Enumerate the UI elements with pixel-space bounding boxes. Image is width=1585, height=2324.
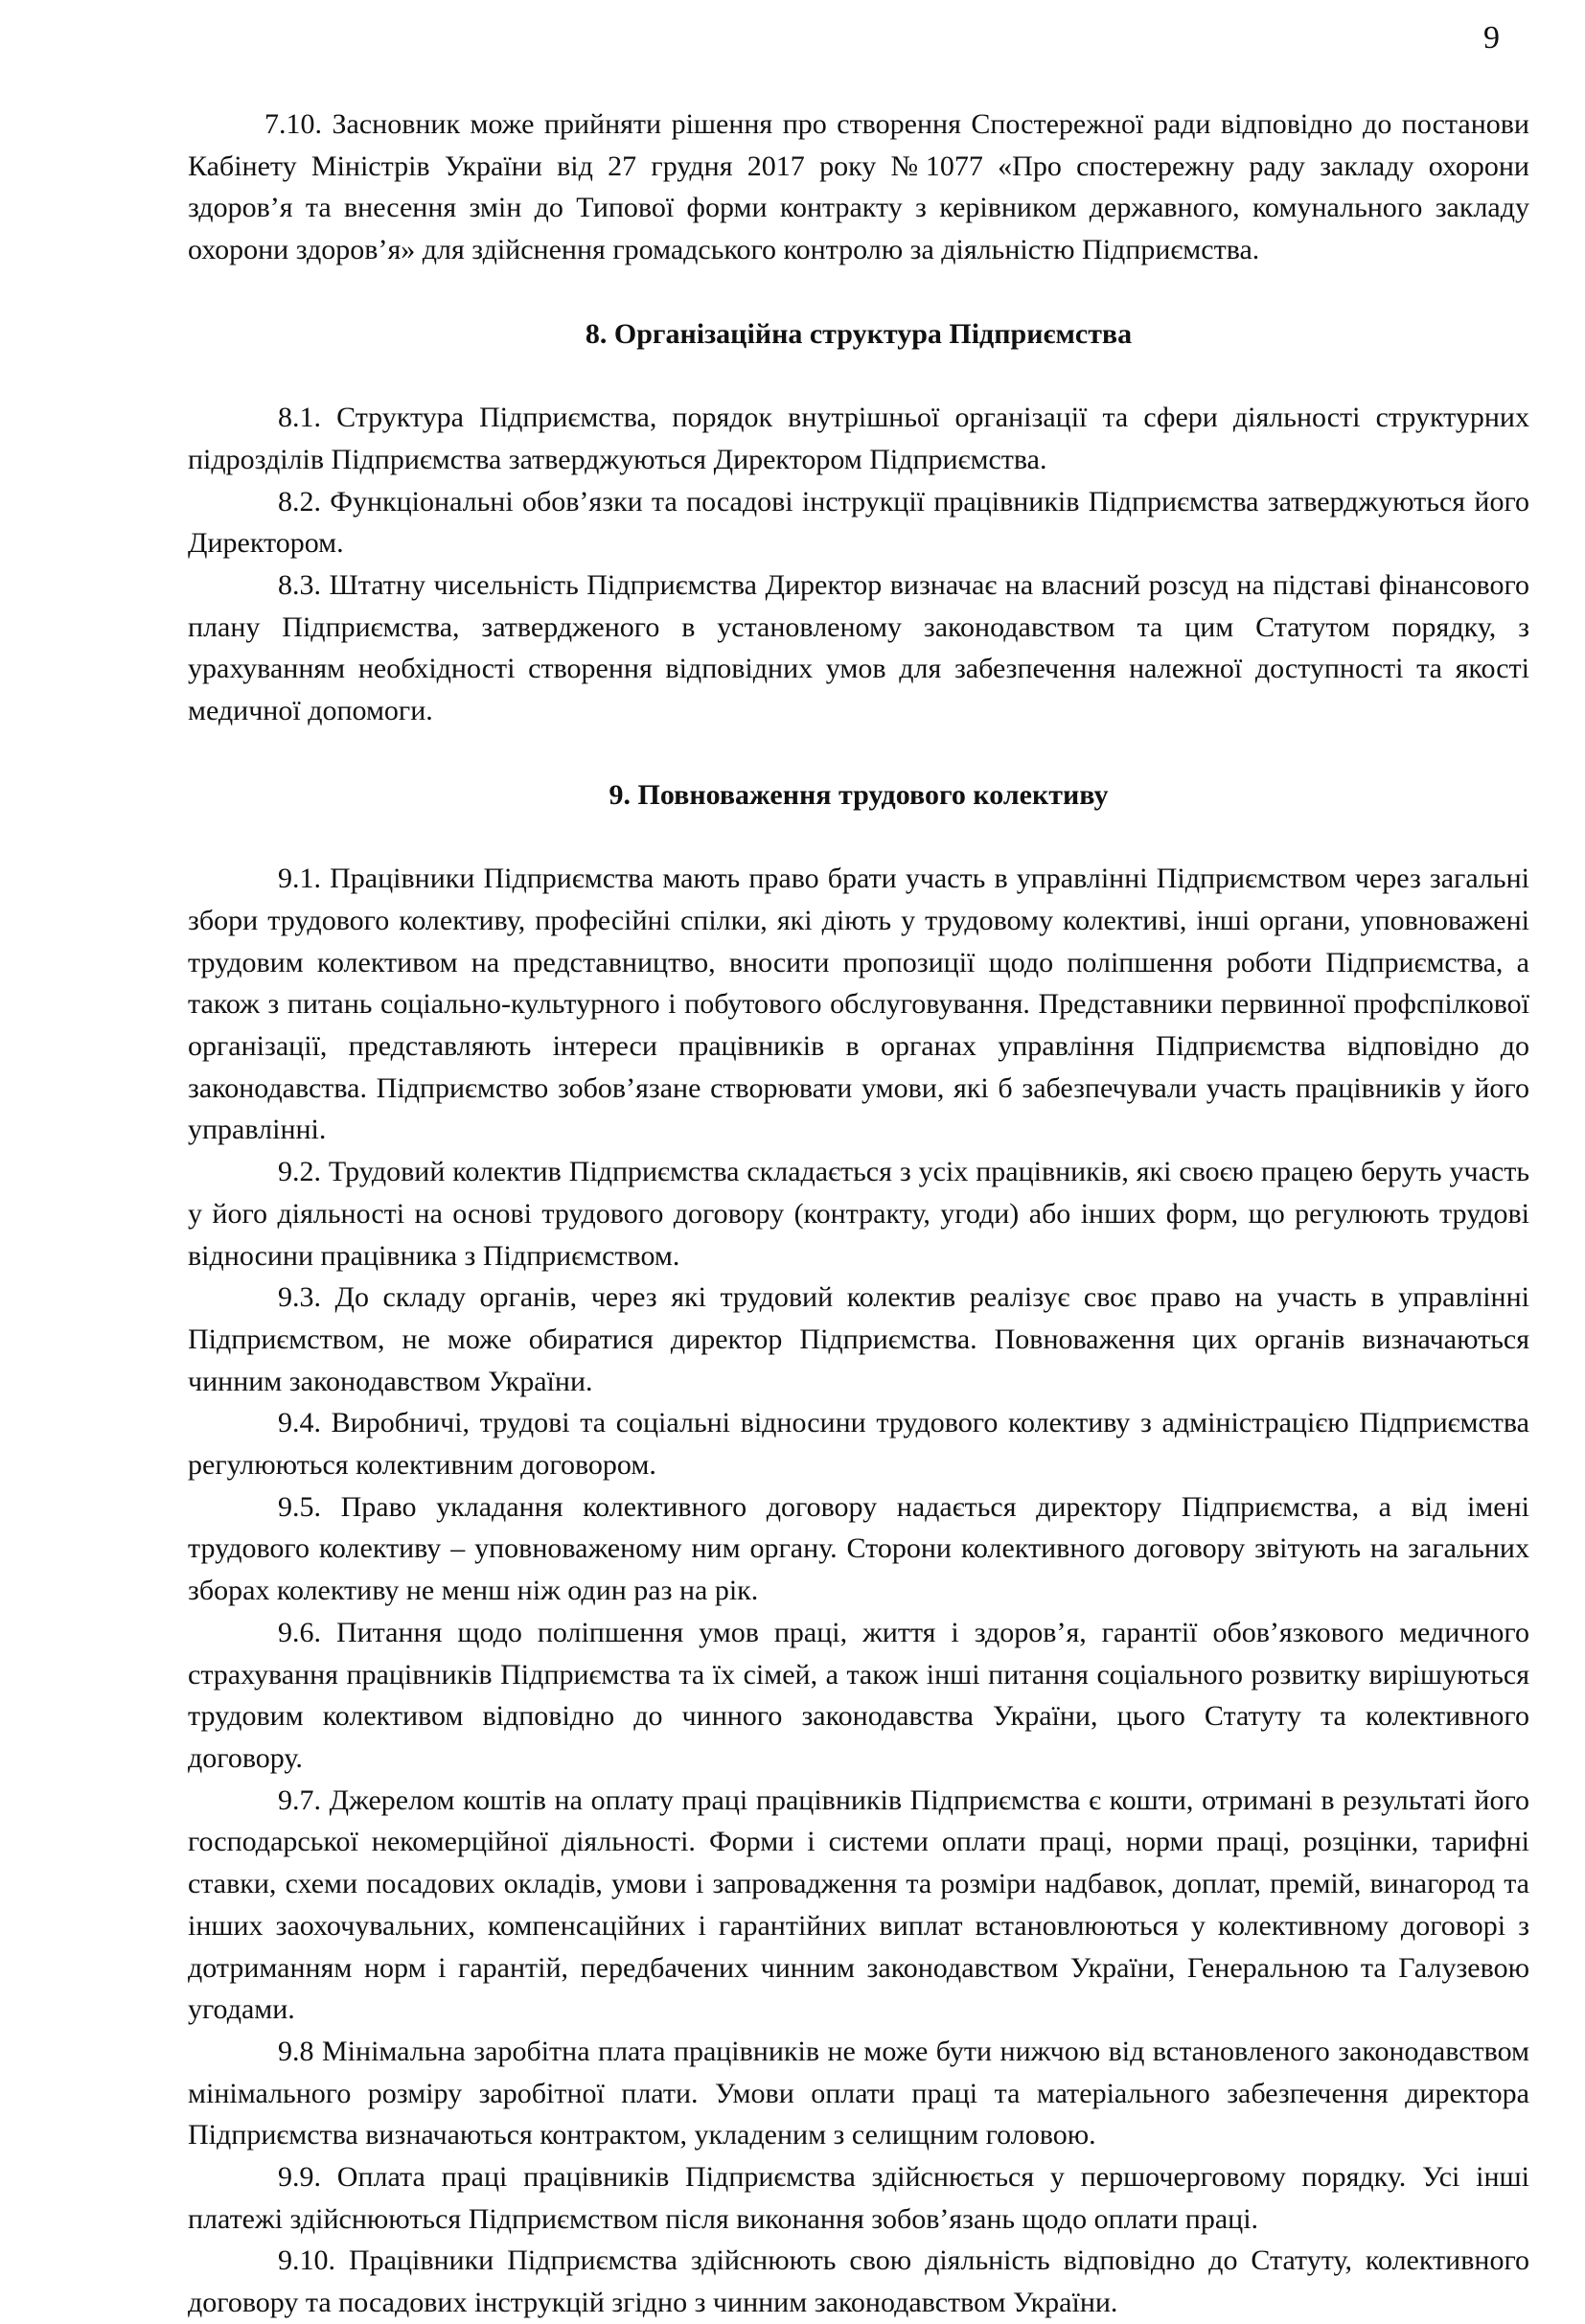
spacer — [188, 816, 1529, 858]
paragraph-9-9: 9.9. Оплата праці працівників Підприємства здійснюється у першочерговому порядку. Усі інші платежі здійснюються Підприємством після виконання зобов’язань щодо оплати праці. — [188, 2161, 1529, 2235]
paragraph-9-2: 9.2. Трудовий колектив Підприємства складається з усіх працівників, які своєю працею беруть участь у його діяльності на основі трудового договору (контракту, угоди) або інших форм, що регулюють трудові відносини працівника з Підприємством. — [188, 1156, 1529, 1272]
spacer — [188, 732, 1529, 774]
spacer — [188, 271, 1529, 313]
paragraph-7-10: 7.10. Засновник може прийняти рішення про створення Спостережної ради відповідно до постанови Кабінету Міністрів України від 27 грудня 2017 року №1077 «Про спостережну раду закладу охорони здоров’я та внесення змін до Типової форми контракту з керівником державного, комунального закладу охорони здоров’я» для здійснення громадського контролю за діяльністю Підприємства. — [188, 108, 1529, 266]
document-body — [188, 104, 1529, 2324]
paragraph-9-6: 9.6. Питання щодо поліпшення умов праці, життя і здоров’я, гарантії обов’язкового медичного страхування працівників Підприємства та їх сімей, а також інші питання соціального розвитку вирішуються трудовим колективом відповідно до чинного законодавства України, цього Статуту та колективного договору. — [188, 1616, 1529, 1774]
paragraph-9-3: 9.3. До складу органів, через які трудовий колектив реалізує своє право на участь в управлінні Підприємством, не може обиратися директор Підприємства. Повноваження цих органів визначаються чинним законодавством України. — [188, 1281, 1529, 1397]
page-number: 9 — [1483, 20, 1500, 56]
paragraph-9-7: 9.7. Джерелом коштів на оплату праці працівників Підприємства є кошти, отримані в результаті його господарської некомерційної діяльності. Форми і системи оплати праці, норми праці, розцінки, тарифні ставки, схеми посадових окладів, умови і запровадження та розміри надбавок, доплат, премій, винагород та інших заохочувальних, компенсаційних і гарантійних виплат встановлюються у колективному договорі з дотриманням норм і гарантій, передбачених чинним законодавством України, Генеральною та Галузевою угодами. — [188, 1783, 1529, 2026]
paragraph-9-10: 9.10. Працівники Підприємства здійснюють свою діяльність відповідно до Статуту, колективного договору та посадових інструкцій згідно з чинним законодавством України. — [188, 2244, 1529, 2319]
paragraph-9-4: 9.4. Виробничі, трудові та соціальні відносини трудового колективу з адміністрацією Підприємства регулюються колективним договором. — [188, 1407, 1529, 1482]
section-9-title: 9. Повноваження трудового колективу — [609, 778, 1109, 811]
paragraph-8-2: 8.2. Функціональні обов’язки та посадові інструкції працівників Підприємства затверджуються його Директором. — [188, 485, 1529, 560]
spacer — [188, 355, 1529, 397]
paragraph-8-1: 8.1. Структура Підприємства, порядок внутрішньої організації та сфери діяльності структурних підрозділів Підприємства затверджуються Директором Підприємства. — [188, 402, 1529, 475]
paragraph-9-5: 9.5. Право укладання колективного договору надається директору Підприємства, а від імені трудового колективу – уповноваженому ним органу. Сторони колективного договору звітують на загальних зборах колективу не менш ніж один раз на рік. — [188, 1490, 1529, 1607]
paragraph-8-3: 8.3. Штатну чисельність Підприємства Директор визначає на власний розсуд на підставі фінансового плану Підприємства, затвердженого в установленому законодавством та цим Статутом порядку, з урахуванням необхідності створення відповідних умов для забезпечення належної доступності та якості медичної допомоги. — [188, 569, 1529, 727]
paragraph-9-8: 9.8 Мінімальна заробітна плата працівників не може бути нижчою від встановленого законодавством мінімального розміру заробітної плати. Умови оплати праці та матеріального забезпечення директора Підприємства визначаються контрактом, укладеним з селищним головою. — [188, 2035, 1529, 2151]
section-8-title: 8. Організаційна структура Підприємства — [585, 317, 1133, 350]
paragraph-9-1: 9.1. Працівники Підприємства мають право брати участь в управлінні Підприємством через загальні збори трудового колективу, професійні спілки, які діють у трудовому колективі, інші органи, уповноважені трудовим колективом на представництво, вносити пропозиції щодо поліпшення роботи Підприємства, а також з питань соціально-культурного і побутового обслуговування. Представники первинної профспілкової організації, представляють інтереси працівників в органах управління Підприємства відповідно до законодавства. Підприємство зобов’язане створювати умови, які б забезпечували участь працівників у його управлінні. — [188, 863, 1529, 1146]
